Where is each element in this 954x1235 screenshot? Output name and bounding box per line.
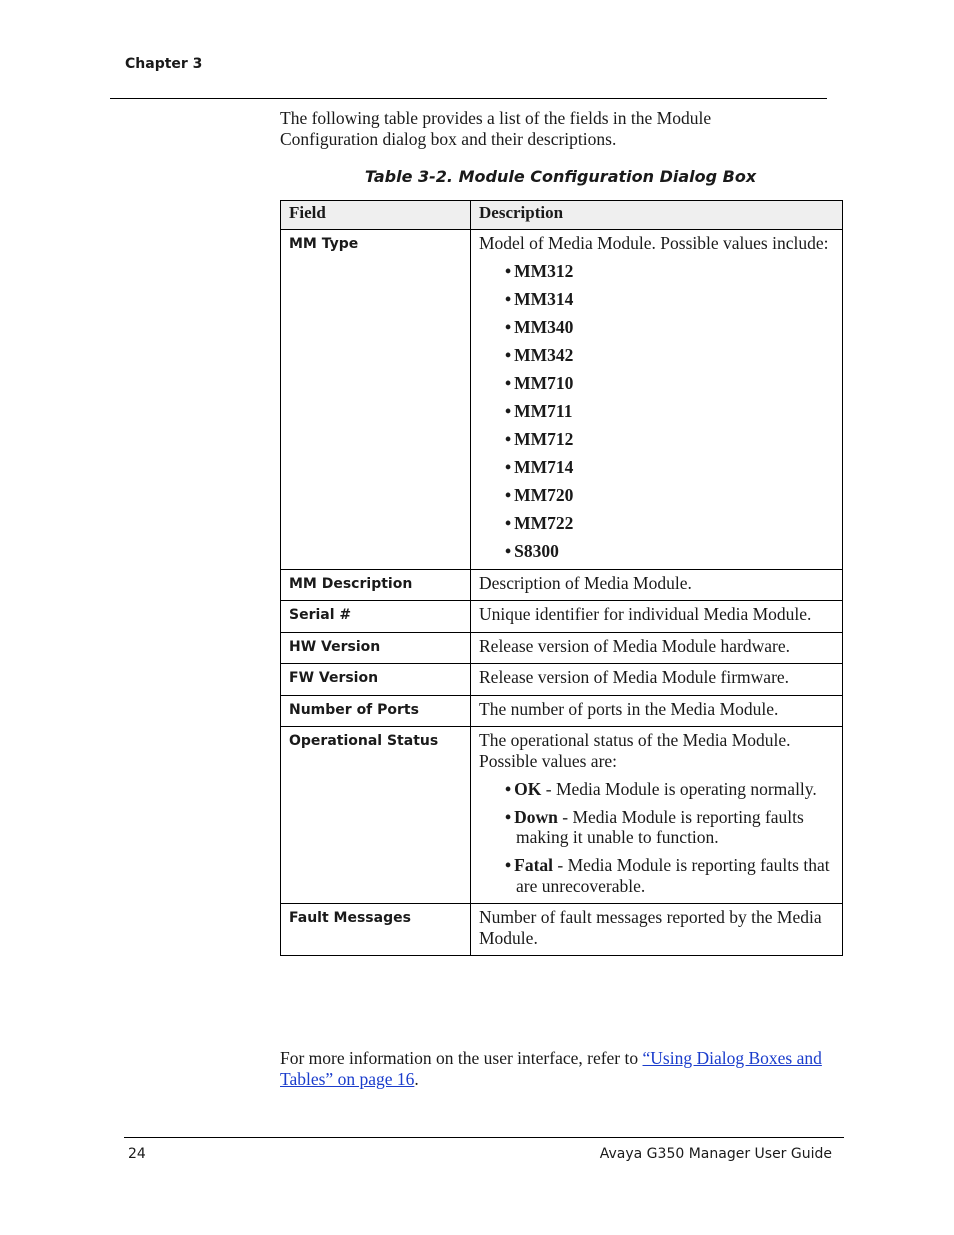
description-text: Model of Media Module. Possible values include:	[479, 233, 829, 253]
field-cell: Serial #	[281, 601, 471, 633]
value-term: MM712	[514, 429, 574, 449]
description-cell	[471, 727, 843, 904]
bullet-icon	[505, 317, 514, 337]
value-term: MM340	[514, 317, 574, 337]
value-term: MM312	[514, 261, 574, 281]
bullet-icon	[505, 373, 514, 393]
bullet-icon	[505, 485, 514, 505]
description-text: Release version of Media Module hardware.	[479, 635, 791, 656]
bullet-icon	[505, 779, 514, 799]
table-row	[281, 569, 843, 601]
value-term: MM722	[514, 513, 574, 533]
bullet-icon	[505, 401, 514, 421]
bullet-icon	[505, 855, 514, 875]
value-list-item	[505, 429, 834, 450]
table-row	[281, 695, 843, 727]
value-list-item	[505, 457, 834, 478]
table-header-row	[281, 201, 843, 230]
outro-end: .	[414, 1068, 419, 1089]
field-cell: Fault Messages	[281, 904, 471, 956]
value-list-item	[505, 855, 834, 896]
value-term: OK	[514, 778, 542, 799]
value-list-item	[505, 807, 834, 848]
table-row	[281, 664, 843, 696]
intro-paragraph: The following table provides a list of the fields in the Module Configuration dialog box and their descriptions.	[280, 108, 712, 149]
value-list-item	[505, 373, 834, 394]
description-cell	[471, 695, 843, 727]
description-text: Description of Media Module.	[479, 572, 692, 593]
outro-text: For more information on the user interface, refer to	[280, 1048, 643, 1068]
field-cell: HW Version	[281, 632, 471, 664]
description-text: The number of ports in the Media Module.	[479, 698, 779, 719]
value-term: Down	[514, 806, 558, 827]
table-row	[281, 230, 843, 570]
value-term: MM314	[514, 289, 574, 309]
dialog-boxes-link[interactable]: “Using Dialog Boxes and Tables” on page 16	[280, 1048, 822, 1089]
description-cell	[471, 230, 843, 570]
column-header-description: Description	[471, 201, 843, 230]
footer-rule	[124, 1137, 844, 1138]
page-number: 24	[128, 1146, 146, 1162]
bullet-icon	[505, 289, 514, 309]
description-text: Release version of Media Module firmware.	[479, 667, 790, 687]
bullet-icon	[505, 429, 514, 449]
value-term: MM720	[514, 485, 574, 505]
value-list-item	[505, 513, 834, 534]
value-term: MM714	[514, 457, 574, 477]
bullet-icon	[505, 541, 514, 561]
value-list-item	[505, 261, 834, 282]
header-rule	[110, 98, 827, 99]
table-row	[281, 632, 843, 664]
value-list-item	[505, 401, 834, 422]
value-text: - Media Module is operating normally.	[541, 778, 817, 799]
description-cell	[471, 569, 843, 601]
bullet-icon	[505, 457, 514, 477]
value-term: Fatal	[514, 855, 554, 875]
value-term: MM711	[514, 401, 573, 421]
value-term: MM710	[514, 373, 574, 393]
description-cell	[471, 601, 843, 633]
value-list-item	[505, 541, 834, 562]
value-list	[479, 261, 834, 562]
field-cell: FW Version	[281, 664, 471, 696]
value-term: S8300	[514, 541, 559, 561]
bullet-icon	[505, 345, 514, 365]
description-text: Unique identifier for individual Media Module.	[479, 604, 812, 624]
value-list-item	[505, 289, 834, 310]
table-row	[281, 601, 843, 633]
field-cell: MM Description	[281, 569, 471, 601]
chapter-label: Chapter 3	[125, 56, 203, 72]
column-header-field: Field	[281, 201, 471, 230]
field-cell: MM Type	[281, 230, 471, 570]
value-list-item	[505, 317, 834, 338]
table-caption: Table 3-2. Module Configuration Dialog Box	[364, 167, 757, 186]
guide-title: Avaya G350 Manager User Guide	[599, 1146, 832, 1162]
description-text: The operational status of the Media Module. Possible values are:	[479, 730, 791, 771]
value-list-item	[505, 485, 834, 506]
value-text: - Media Module is reporting faults that are unrecoverable.	[516, 855, 830, 896]
value-list	[479, 779, 834, 897]
bullet-icon	[505, 261, 514, 281]
value-term: MM342	[514, 345, 574, 365]
description-text: Number of fault messages reported by the Media Module.	[479, 907, 822, 948]
bullet-icon	[505, 513, 514, 533]
value-list-item	[505, 779, 834, 800]
description-cell	[471, 632, 843, 664]
table-row	[281, 727, 843, 904]
description-cell	[471, 904, 843, 956]
field-cell: Number of Ports	[281, 695, 471, 727]
value-text: - Media Module is reporting faults making it unable to function.	[516, 806, 804, 847]
value-list-item	[505, 345, 834, 366]
bullet-icon	[505, 807, 514, 827]
module-configuration-table	[280, 200, 842, 956]
description-cell	[471, 664, 843, 696]
field-cell: Operational Status	[281, 727, 471, 904]
table-row	[281, 904, 843, 956]
outro-paragraph	[280, 1048, 850, 1089]
